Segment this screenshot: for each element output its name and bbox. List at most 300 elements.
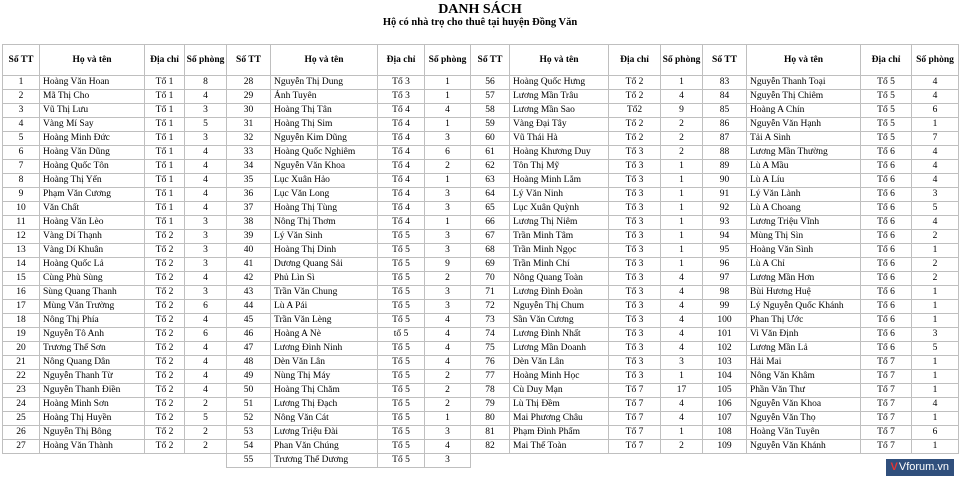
cell-stt: 77 — [471, 370, 510, 384]
cell-stt: 50 — [227, 384, 271, 398]
cell-stt: 90 — [703, 174, 747, 188]
cell-name: Hoàng A Chín — [747, 104, 861, 118]
cell-address: Tổ 4 — [378, 146, 425, 160]
cell-address: Tổ 3 — [609, 356, 661, 370]
cell-address: Tổ 3 — [609, 370, 661, 384]
cell-rooms: 1 — [425, 76, 471, 90]
cell-stt: 63 — [471, 174, 510, 188]
cell-rooms: 6 — [912, 104, 959, 118]
cell-address: Tổ 7 — [861, 412, 912, 426]
cell-stt: 57 — [471, 90, 510, 104]
header-name: Họ và tên — [510, 45, 609, 76]
cell-rooms: 4 — [425, 328, 471, 342]
table-row — [703, 230, 959, 244]
cell-rooms: 1 — [912, 314, 959, 328]
cell-name: Nguyễn Văn Thọ — [747, 412, 861, 426]
table-row — [3, 258, 227, 272]
cell-rooms: 4 — [185, 370, 227, 384]
cell-rooms: 1 — [912, 440, 959, 454]
cell-name: Nông Quang Toàn — [510, 272, 609, 286]
cell-name: Nguyễn Kim Dũng — [271, 132, 378, 146]
cell-stt: 97 — [703, 272, 747, 286]
cell-name: Mai Phương Châu — [510, 412, 609, 426]
cell-stt: 8 — [3, 174, 40, 188]
cell-name: Nguyễn Thị Bông — [40, 426, 145, 440]
cell-name: Lương Triệu Vĩnh — [747, 216, 861, 230]
cell-stt: 91 — [703, 188, 747, 202]
cell-rooms: 4 — [661, 314, 703, 328]
table-row — [471, 426, 703, 440]
cell-name: Nguyễn Văn Khoa — [747, 398, 861, 412]
table-row — [471, 216, 703, 230]
header-address: Địa chỉ — [609, 45, 661, 76]
cell-address: Tổ 1 — [145, 160, 185, 174]
cell-name: Lục Xuân Quỳnh — [510, 202, 609, 216]
table-row — [703, 104, 959, 118]
table-row — [471, 398, 703, 412]
cell-name: Lý Văn Lành — [747, 188, 861, 202]
cell-stt: 32 — [227, 132, 271, 146]
cell-address: Tổ 3 — [609, 160, 661, 174]
cell-stt: 85 — [703, 104, 747, 118]
cell-stt: 35 — [227, 174, 271, 188]
table-row — [3, 412, 227, 426]
cell-name: Trần Minh Ngọc — [510, 244, 609, 258]
cell-address: Tổ 6 — [861, 244, 912, 258]
cell-stt: 11 — [3, 216, 40, 230]
cell-address: Tổ 2 — [145, 384, 185, 398]
cell-address: Tổ 3 — [609, 300, 661, 314]
cell-name: Hoàng Văn Hoan — [40, 76, 145, 90]
cell-stt: 58 — [471, 104, 510, 118]
cell-stt: 72 — [471, 300, 510, 314]
cell-address: Tổ 5 — [378, 370, 425, 384]
cell-stt: 55 — [227, 454, 271, 468]
cell-address: Tổ 6 — [861, 202, 912, 216]
table-row — [3, 272, 227, 286]
cell-address: Tổ 3 — [609, 230, 661, 244]
cell-address: Tổ 2 — [609, 132, 661, 146]
cell-address: Tổ 2 — [145, 412, 185, 426]
cell-rooms: 5 — [185, 412, 227, 426]
cell-stt: 62 — [471, 160, 510, 174]
cell-rooms: 4 — [661, 286, 703, 300]
cell-name: Tôn Thị Mỹ — [510, 160, 609, 174]
cell-name: Hoàng Quốc Hưng — [510, 76, 609, 90]
cell-rooms: 1 — [912, 286, 959, 300]
cell-name: Văn Chất — [40, 202, 145, 216]
cell-stt: 9 — [3, 188, 40, 202]
cell-stt: 36 — [227, 188, 271, 202]
cell-stt: 22 — [3, 370, 40, 384]
table-row — [471, 300, 703, 314]
cell-rooms: 2 — [912, 272, 959, 286]
cell-name: Mùng Thị Sìn — [747, 230, 861, 244]
v-logo-icon: V — [890, 461, 898, 473]
cell-stt: 53 — [227, 426, 271, 440]
cell-name: Vũ Thị Lưu — [40, 104, 145, 118]
cell-stt: 96 — [703, 258, 747, 272]
cell-name: Hoàng Quốc Tôn — [40, 160, 145, 174]
cell-address: Tổ 5 — [861, 76, 912, 90]
cell-address: Tổ 2 — [145, 286, 185, 300]
cell-address: Tổ 2 — [609, 90, 661, 104]
cell-stt: 83 — [703, 76, 747, 90]
table-row — [471, 384, 703, 398]
cell-address: Tổ 5 — [378, 244, 425, 258]
cell-address: Tổ 6 — [861, 230, 912, 244]
cell-rooms: 1 — [661, 216, 703, 230]
cell-name: Nông Văn Khâm — [747, 370, 861, 384]
cell-rooms: 3 — [661, 356, 703, 370]
table-row — [3, 104, 227, 118]
table-row — [703, 90, 959, 104]
table-row — [703, 258, 959, 272]
table-row — [3, 160, 227, 174]
cell-rooms: 1 — [661, 202, 703, 216]
cell-address: Tổ 5 — [378, 384, 425, 398]
cell-rooms: 4 — [912, 90, 959, 104]
table-row — [471, 314, 703, 328]
table-row — [471, 132, 703, 146]
cell-address: Tổ 2 — [145, 230, 185, 244]
cell-stt: 108 — [703, 426, 747, 440]
cell-name: Cù Duy Mạn — [510, 384, 609, 398]
table-row — [3, 76, 227, 90]
cell-rooms: 1 — [425, 216, 471, 230]
cell-stt: 39 — [227, 230, 271, 244]
cell-stt: 52 — [227, 412, 271, 426]
cell-stt: 78 — [471, 384, 510, 398]
table-row — [3, 244, 227, 258]
cell-rooms: 1 — [425, 118, 471, 132]
cell-name: Hoàng Thị Chăm — [271, 384, 378, 398]
cell-rooms: 17 — [661, 384, 703, 398]
cell-name: Dèn Văn Lân — [271, 356, 378, 370]
cell-rooms: 8 — [185, 76, 227, 90]
cell-address: Tổ 5 — [378, 342, 425, 356]
header-row — [471, 45, 703, 76]
table-row — [3, 286, 227, 300]
cell-address: Tổ 1 — [145, 76, 185, 90]
cell-address: Tổ 1 — [145, 90, 185, 104]
table-row — [471, 146, 703, 160]
cell-rooms: 4 — [185, 356, 227, 370]
cell-rooms: 1 — [661, 160, 703, 174]
cell-name: Hải Mai — [747, 356, 861, 370]
cell-stt: 76 — [471, 356, 510, 370]
cell-stt: 86 — [703, 118, 747, 132]
cell-rooms: 4 — [661, 398, 703, 412]
cell-name: Nguyễn Thanh Từ — [40, 370, 145, 384]
cell-rooms: 4 — [185, 160, 227, 174]
cell-rooms: 1 — [425, 90, 471, 104]
table-row — [227, 230, 471, 244]
cell-address: Tổ 2 — [145, 328, 185, 342]
cell-name: Dèn Văn Lân — [510, 356, 609, 370]
cell-name: Hoàng Văn Tuyên — [747, 426, 861, 440]
cell-stt: 23 — [3, 384, 40, 398]
cell-name: Lương Đình Nhất — [510, 328, 609, 342]
table-row — [3, 132, 227, 146]
cell-stt: 25 — [3, 412, 40, 426]
cell-address: Tổ 5 — [378, 300, 425, 314]
cell-rooms: 4 — [185, 202, 227, 216]
table-row — [3, 146, 227, 160]
cell-stt: 37 — [227, 202, 271, 216]
cell-rooms: 2 — [661, 440, 703, 454]
cell-name: Trần Minh Tâm — [510, 230, 609, 244]
table-row — [227, 426, 471, 440]
header-stt: Số TT — [3, 45, 40, 76]
cell-address: Tổ 3 — [378, 90, 425, 104]
cell-name: Nguyễn Văn Khánh — [747, 440, 861, 454]
cell-address: Tổ 4 — [378, 216, 425, 230]
cell-address: Tổ 2 — [145, 440, 185, 454]
cell-name: Mã Thị Cho — [40, 90, 145, 104]
header-rooms: Số phòng — [661, 45, 703, 76]
cell-stt: 31 — [227, 118, 271, 132]
cell-rooms: 1 — [661, 76, 703, 90]
header-address: Địa chỉ — [378, 45, 425, 76]
cell-address: Tổ 4 — [378, 174, 425, 188]
cell-stt: 48 — [227, 356, 271, 370]
cell-rooms: 4 — [425, 356, 471, 370]
table-row — [703, 202, 959, 216]
table-row — [227, 202, 471, 216]
cell-rooms: 2 — [425, 160, 471, 174]
cell-name: Hoàng Thị Tùng — [271, 202, 378, 216]
cell-address: Tổ 2 — [145, 370, 185, 384]
cell-name: Hoàng Thị Sim — [271, 118, 378, 132]
cell-address: Tổ 7 — [609, 384, 661, 398]
cell-rooms: 1 — [912, 412, 959, 426]
cell-address: Tổ 2 — [145, 244, 185, 258]
header-stt: Số TT — [227, 45, 271, 76]
table-row — [3, 356, 227, 370]
cell-rooms: 3 — [425, 286, 471, 300]
cell-name: Vũ Thái Hà — [510, 132, 609, 146]
cell-rooms: 4 — [912, 160, 959, 174]
header-rooms: Số phòng — [425, 45, 471, 76]
cell-stt: 6 — [3, 146, 40, 160]
table-row — [3, 300, 227, 314]
table-row — [227, 412, 471, 426]
cell-stt: 34 — [227, 160, 271, 174]
cell-address: tổ 5 — [378, 328, 425, 342]
cell-address: Tổ 4 — [378, 104, 425, 118]
table-row — [227, 328, 471, 342]
cell-address: Tổ 1 — [145, 146, 185, 160]
cell-stt: 87 — [703, 132, 747, 146]
cell-address: Tổ 3 — [378, 76, 425, 90]
table-row — [703, 342, 959, 356]
header-row — [703, 45, 959, 76]
table-row — [227, 104, 471, 118]
cell-address: Tổ 4 — [378, 132, 425, 146]
table-row — [3, 328, 227, 342]
table-row — [703, 356, 959, 370]
cell-address: Tổ 2 — [145, 300, 185, 314]
cell-address: Tổ 2 — [609, 76, 661, 90]
cell-stt: 109 — [703, 440, 747, 454]
cell-rooms: 6 — [185, 300, 227, 314]
cell-stt: 29 — [227, 90, 271, 104]
cell-name: Nguyễn Văn Hạnh — [747, 118, 861, 132]
cell-address: Tổ 6 — [861, 174, 912, 188]
cell-name: Nguyễn Thanh Điền — [40, 384, 145, 398]
table-row — [471, 160, 703, 174]
cell-name: Nguyễn Thị Dung — [271, 76, 378, 90]
cell-stt: 46 — [227, 328, 271, 342]
cell-address: Tổ 5 — [861, 132, 912, 146]
cell-name: Lương Mần Doanh — [510, 342, 609, 356]
cell-rooms: 1 — [425, 412, 471, 426]
cell-address: Tổ 6 — [861, 314, 912, 328]
cell-address: Tổ 5 — [378, 286, 425, 300]
cell-rooms: 2 — [425, 272, 471, 286]
cell-name: Hoàng Khương Duy — [510, 146, 609, 160]
header-stt: Số TT — [703, 45, 747, 76]
cell-address: Tổ 6 — [861, 328, 912, 342]
cell-rooms: 7 — [912, 132, 959, 146]
cell-stt: 92 — [703, 202, 747, 216]
cell-address: Tổ 2 — [609, 118, 661, 132]
cell-stt: 42 — [227, 272, 271, 286]
cell-address: Tổ 5 — [378, 258, 425, 272]
cell-rooms: 1 — [661, 370, 703, 384]
cell-rooms: 4 — [912, 76, 959, 90]
cell-stt: 2 — [3, 90, 40, 104]
cell-address: Tổ 5 — [378, 454, 425, 468]
cell-stt: 16 — [3, 286, 40, 300]
cell-rooms: 3 — [185, 258, 227, 272]
cell-rooms: 3 — [185, 230, 227, 244]
header-rooms: Số phòng — [912, 45, 959, 76]
cell-stt: 106 — [703, 398, 747, 412]
table-row — [703, 146, 959, 160]
cell-address: Tổ 7 — [861, 426, 912, 440]
cell-stt: 17 — [3, 300, 40, 314]
cell-stt: 89 — [703, 160, 747, 174]
cell-stt: 93 — [703, 216, 747, 230]
cell-name: Nông Quang Dân — [40, 356, 145, 370]
cell-address: Tổ 3 — [609, 258, 661, 272]
table-row — [471, 258, 703, 272]
cell-address: Tổ 5 — [861, 118, 912, 132]
table-row — [471, 76, 703, 90]
cell-address: Tổ 1 — [145, 216, 185, 230]
cell-address: Tổ 7 — [861, 356, 912, 370]
cell-stt: 10 — [3, 202, 40, 216]
cell-stt: 47 — [227, 342, 271, 356]
table-row — [3, 370, 227, 384]
cell-name: Trần Minh Chí — [510, 258, 609, 272]
table-row — [471, 230, 703, 244]
cell-address: Tổ 4 — [378, 160, 425, 174]
table-row — [227, 76, 471, 90]
cell-stt: 95 — [703, 244, 747, 258]
cell-rooms: 1 — [661, 174, 703, 188]
cell-rooms: 2 — [425, 370, 471, 384]
cell-name: Hoàng Minh Sơn — [40, 398, 145, 412]
cell-name: Nông Thị Thơm — [271, 216, 378, 230]
cell-stt: 14 — [3, 258, 40, 272]
cell-name: Lương Triệu Đài — [271, 426, 378, 440]
cell-address: Tổ 3 — [609, 342, 661, 356]
cell-stt: 21 — [3, 356, 40, 370]
cell-address: Tổ 3 — [609, 188, 661, 202]
cell-stt: 79 — [471, 398, 510, 412]
cell-stt: 71 — [471, 286, 510, 300]
cell-rooms: 1 — [661, 230, 703, 244]
header-stt: Số TT — [471, 45, 510, 76]
table-row — [703, 118, 959, 132]
cell-address: Tổ 7 — [609, 440, 661, 454]
cell-rooms: 4 — [185, 90, 227, 104]
cell-address: Tổ 2 — [145, 342, 185, 356]
table-row — [227, 244, 471, 258]
header-name: Họ và tên — [271, 45, 378, 76]
table-row — [3, 398, 227, 412]
cell-name: Hoàng Văn Sình — [747, 244, 861, 258]
cell-name: Sần Văn Cương — [510, 314, 609, 328]
cell-rooms: 2 — [912, 258, 959, 272]
cell-name: Vàng Dí Khuân — [40, 244, 145, 258]
cell-rooms: 1 — [661, 426, 703, 440]
cell-name: Nguyễn Thị Chum — [510, 300, 609, 314]
cell-stt: 105 — [703, 384, 747, 398]
cell-name: Lương Thị Đạch — [271, 398, 378, 412]
header-rooms: Số phòng — [185, 45, 227, 76]
table-group — [702, 44, 958, 476]
cell-stt: 41 — [227, 258, 271, 272]
cell-rooms: 1 — [661, 258, 703, 272]
cell-rooms: 4 — [425, 104, 471, 118]
cell-stt: 98 — [703, 286, 747, 300]
cell-stt: 74 — [471, 328, 510, 342]
cell-name: Lương Mần Hơn — [747, 272, 861, 286]
cell-stt: 51 — [227, 398, 271, 412]
table-row — [471, 244, 703, 258]
cell-address: Tổ 5 — [861, 90, 912, 104]
cell-rooms: 3 — [425, 202, 471, 216]
cell-address: Tổ 5 — [378, 412, 425, 426]
cell-stt: 7 — [3, 160, 40, 174]
table-row — [227, 286, 471, 300]
cell-rooms: 4 — [661, 328, 703, 342]
table-row — [703, 398, 959, 412]
cell-address: Tổ 3 — [609, 272, 661, 286]
cell-stt: 43 — [227, 286, 271, 300]
cell-rooms: 1 — [425, 174, 471, 188]
cell-address: Tổ 6 — [861, 342, 912, 356]
cell-rooms: 4 — [661, 300, 703, 314]
cell-rooms: 4 — [185, 342, 227, 356]
cell-name: Nguyễn Thanh Toại — [747, 76, 861, 90]
cell-address: Tổ 4 — [378, 118, 425, 132]
cell-address: Tổ 2 — [145, 356, 185, 370]
cell-address: Tổ 1 — [145, 188, 185, 202]
table-row — [3, 426, 227, 440]
cell-stt: 65 — [471, 202, 510, 216]
cell-name: Mai Thế Toàn — [510, 440, 609, 454]
cell-rooms: 2 — [185, 440, 227, 454]
cell-name: Lương Mần Trâu — [510, 90, 609, 104]
table-row — [3, 90, 227, 104]
table-row — [703, 132, 959, 146]
cell-name: Lương Đình Ninh — [271, 342, 378, 356]
